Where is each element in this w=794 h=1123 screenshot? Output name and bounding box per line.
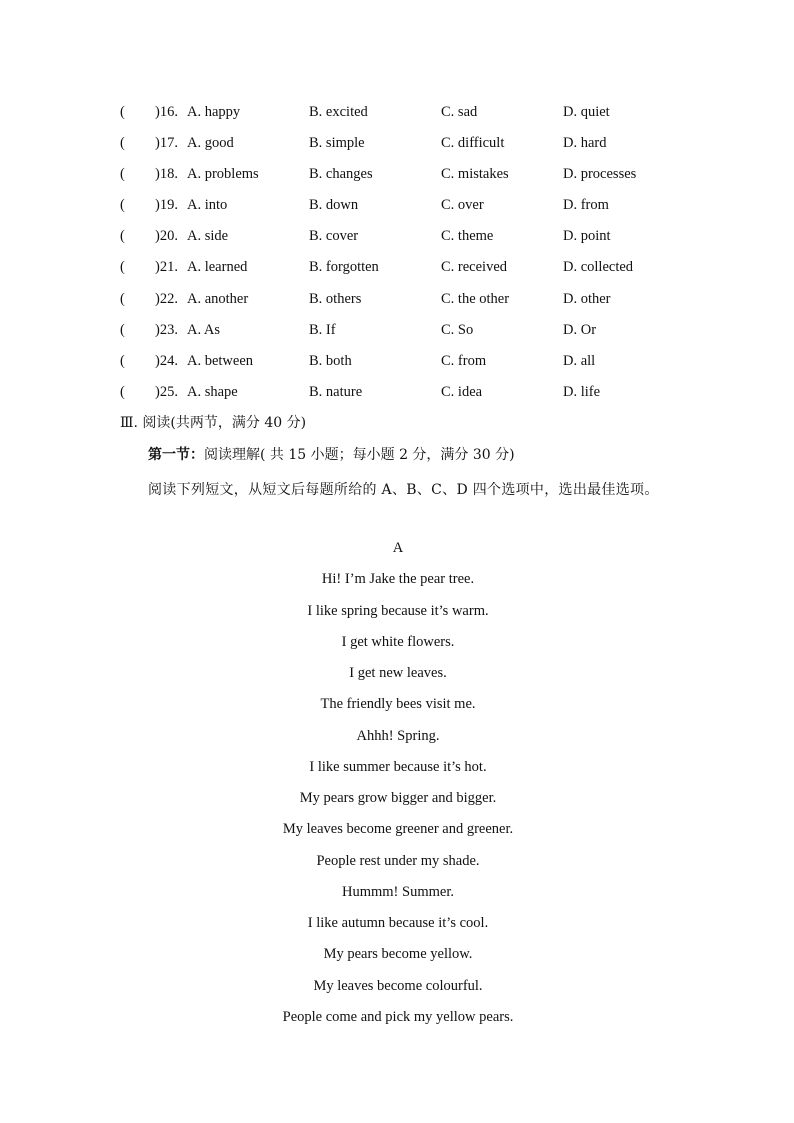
option-a: A. problems <box>187 166 259 183</box>
option-c: C. from <box>441 352 487 369</box>
option-d: D. quiet <box>563 104 610 120</box>
option-b: B. If <box>309 321 336 338</box>
option-c: C. sad <box>441 104 478 120</box>
option-d: D. other <box>563 290 611 307</box>
question-number: )18. <box>155 166 178 183</box>
question-row <box>120 256 680 287</box>
option-d: D. processes <box>563 166 637 183</box>
answer-blank: ( <box>120 228 125 245</box>
question-row <box>120 225 680 256</box>
section-title: Ⅲ. 阅读(共两节，满分 40 分) <box>120 415 307 431</box>
passage-line: Hummm! Summer. <box>342 883 454 900</box>
answer-blank: ( <box>120 197 125 214</box>
passage-line: I like spring because it’s warm. <box>307 602 489 619</box>
option-d: D. point <box>563 228 611 245</box>
option-d: D. hard <box>563 135 607 152</box>
option-b: B. others <box>309 290 362 307</box>
option-a: A. As <box>187 321 221 338</box>
question-row <box>120 163 680 194</box>
question-number: )24. <box>155 352 178 369</box>
passage-line: My leaves become colourful. <box>313 977 483 994</box>
answer-blank: ( <box>120 383 125 400</box>
passage-line: I get white flowers. <box>341 633 455 650</box>
question-number: )25. <box>155 383 178 400</box>
option-a: A. happy <box>187 104 241 120</box>
option-a: A. into <box>187 197 228 214</box>
option-a: A. another <box>187 290 249 307</box>
option-d: D. all <box>563 352 596 369</box>
passage-line: Hi! I’m Jake the pear tree. <box>321 571 475 588</box>
option-b: B. forgotten <box>309 259 379 276</box>
option-c: C. theme <box>441 228 494 245</box>
option-b: B. excited <box>309 104 368 120</box>
option-a: A. shape <box>187 383 238 400</box>
option-c: C. mistakes <box>441 166 509 183</box>
option-a: A. learned <box>187 259 248 276</box>
passage-line: I get new leaves. <box>349 665 447 681</box>
passage-line: My pears grow bigger and bigger. <box>299 790 497 806</box>
option-c: C. over <box>441 197 484 214</box>
answer-blank: ( <box>120 259 125 276</box>
question-row <box>120 288 680 319</box>
answer-blank: ( <box>120 321 125 338</box>
subsection-label: 第一节： <box>148 447 204 463</box>
question-number: )17. <box>155 135 178 152</box>
passage-line: My pears become yellow. <box>323 946 473 963</box>
option-a: A. between <box>187 352 254 369</box>
option-c: C. the other <box>441 290 510 307</box>
option-b: B. nature <box>309 383 363 400</box>
option-c: C. received <box>441 259 508 276</box>
question-number: )23. <box>155 321 178 338</box>
option-b: B. both <box>309 352 352 369</box>
passage-line: I like summer because it’s hot. <box>309 758 487 775</box>
question-number: )16. <box>155 104 178 120</box>
passage-line: People rest under my shade. <box>316 852 480 869</box>
option-c: C. So <box>441 321 474 338</box>
option-b: B. changes <box>309 166 373 183</box>
option-c: C. difficult <box>441 135 505 152</box>
passage-line: People come and pick my yellow pears. <box>282 1008 514 1025</box>
answer-blank: ( <box>120 104 125 120</box>
answer-blank: ( <box>120 290 125 307</box>
question-row <box>120 381 680 412</box>
passage-label: A <box>392 540 404 556</box>
question-row <box>120 350 680 381</box>
option-a: A. good <box>187 135 234 152</box>
question-number: )22. <box>155 290 178 307</box>
question-row <box>120 194 680 225</box>
option-c: C. idea <box>441 383 483 400</box>
instruction-text: 阅读下列短文，从短文后每题所给的 A、B、C、D 四个选项中，选出最佳选项。 <box>148 482 659 498</box>
option-a: A. side <box>187 228 229 245</box>
question-number: )20. <box>155 228 178 245</box>
option-b: B. simple <box>309 135 365 152</box>
question-list <box>120 101 680 412</box>
option-b: B. cover <box>309 228 359 245</box>
answer-blank: ( <box>120 135 125 152</box>
passage-line: Ahhh! Spring. <box>356 727 440 744</box>
option-d: D. from <box>563 197 609 214</box>
passage-line: My leaves become greener and greener. <box>282 821 514 838</box>
answer-blank: ( <box>120 166 125 183</box>
question-row <box>120 319 680 350</box>
subsection-title <box>148 444 515 466</box>
reading-passage <box>120 537 676 1037</box>
question-row <box>120 132 680 163</box>
passage-line: I like autumn because it’s cool. <box>307 915 489 931</box>
answer-blank: ( <box>120 352 125 369</box>
subsection-description: 阅读理解( 共 15 小题；每小题 2 分，满分 30 分) <box>204 447 515 463</box>
option-d: D. life <box>563 383 601 400</box>
question-number: )19. <box>155 197 178 214</box>
question-number: )21. <box>155 259 178 276</box>
option-d: D. Or <box>563 321 597 338</box>
passage-line: The friendly bees visit me. <box>320 696 476 713</box>
option-d: D. collected <box>563 259 634 276</box>
question-row <box>120 101 680 132</box>
option-b: B. down <box>309 197 359 214</box>
